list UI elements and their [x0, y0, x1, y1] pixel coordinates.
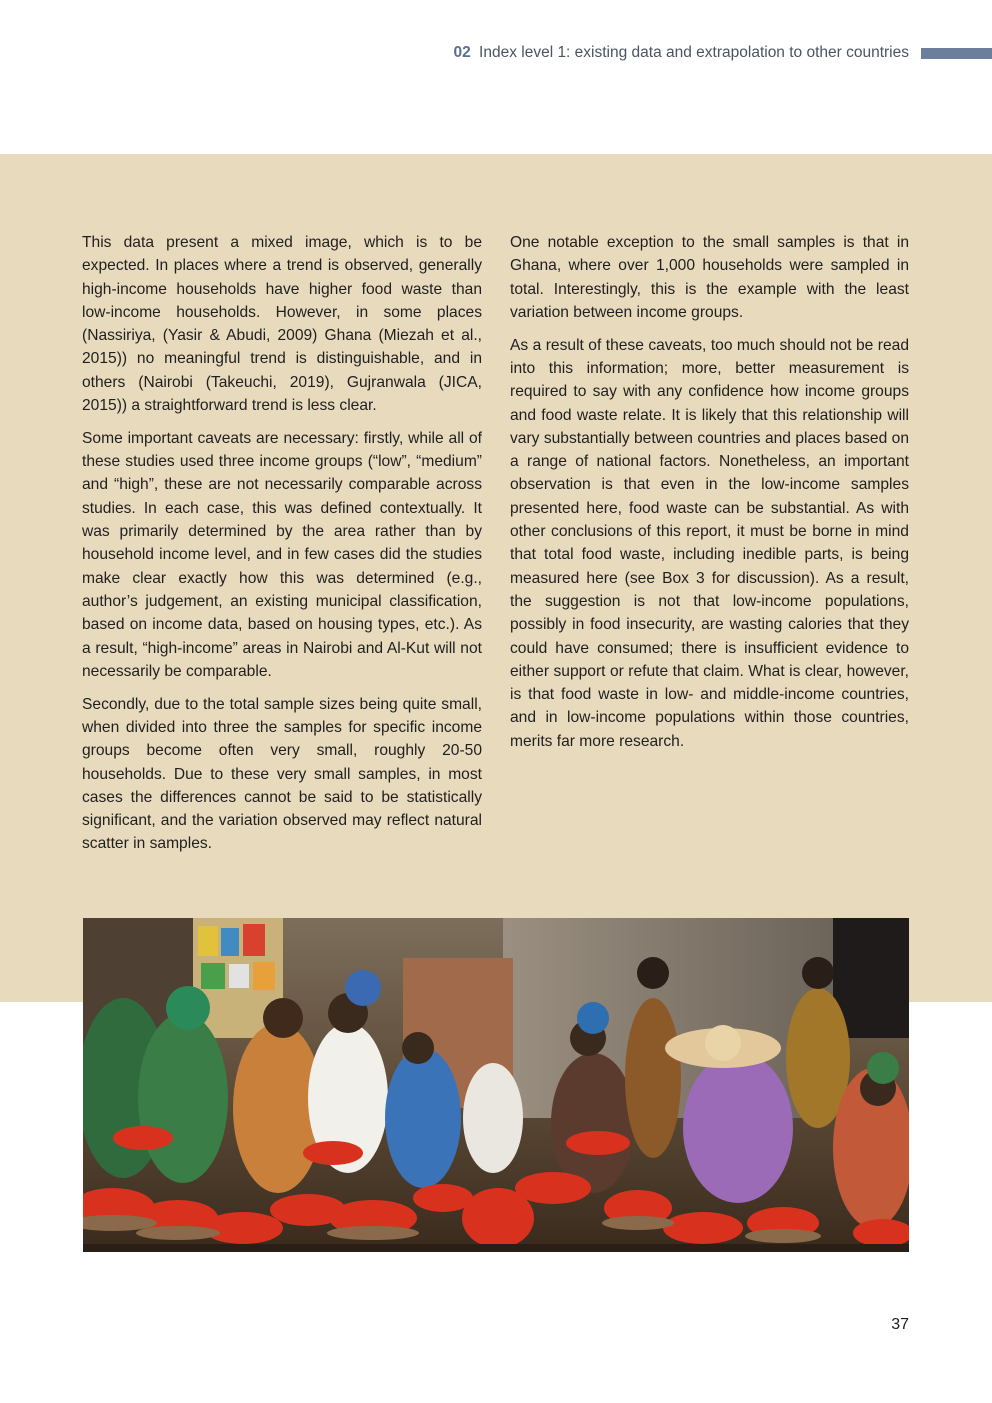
market-photo-illustration: [83, 918, 909, 1252]
chapter-header: [453, 42, 909, 64]
left-text-column: [82, 231, 482, 865]
paragraph: As a result of these caveats, too much should not be read into this information; more, better measurement is required to say with any confidence how income groups and food waste relate. It is likely that this relationship will vary substantially between countries and places based on a range of national factors. Nonetheless, an important observation is that even in the low-income samples presented here, food waste can be substantial. As with other conclusions of this report, it must be borne in mind that total food waste, including inedible parts, is being measured here (see Box 3 for discussion). As a result, the suggestion is not that low-income populations, possibly in food insecurity, are wasting calories that they could have consumed; there is insufficient evidence to either support or refute that claim. What is clear, however, is that food waste in low- and middle-income countries, and in low-income populations within those countries, merits far more research.: [510, 336, 909, 750]
paragraph: This data present a mixed image, which is to be expected. In places where a trend is observed, generally high-income households have higher food waste than low-income households. However, in some places (Nassiriya, (Yasir & Abudi, 2009) Ghana (Miezah et al., 2015)) no meaningful trend is distinguishable, and in others (Nairobi (Takeuchi, 2019), Gujranwala (JICA, 2015)) a straightforward trend is less clear.: [82, 234, 482, 415]
chapter-title: Index level 1: existing data and extrapolation to other countries: [479, 44, 909, 61]
market-photo: [83, 918, 909, 1252]
header-accent-bar: [921, 48, 992, 59]
chapter-number: 02: [453, 44, 471, 61]
right-text-column: [510, 231, 909, 763]
page-number: 37: [891, 1316, 909, 1333]
paragraph: Some important caveats are necessary: firstly, while all of these studies used three income groups (“low”, “medium” and “high”, these are not necessarily comparable across studies. In each case, this was defined contextually. It was primarily determined by the area rather than by household income level, and in few cases did the studies make clear exactly how this was determined (e.g., author’s judgement, an existing municipal classification, based on income data, based on housing types, etc.). As a result, “high-income” areas in Nairobi and Al-Kut will not necessarily be comparable.: [82, 429, 482, 680]
paragraph: Secondly, due to the total sample sizes being quite small, when divided into three the samples for specific income groups become often very small, roughly 20-50 households. Due to these very small samples, in most cases the differences cannot be said to be statistically significant, and the variation observed may reflect natural scatter in samples.: [82, 695, 482, 853]
paragraph: One notable exception to the small samples is that in Ghana, where over 1,000 households were sampled in total. Interestingly, this is the example with the least variation between income groups.: [510, 234, 909, 321]
